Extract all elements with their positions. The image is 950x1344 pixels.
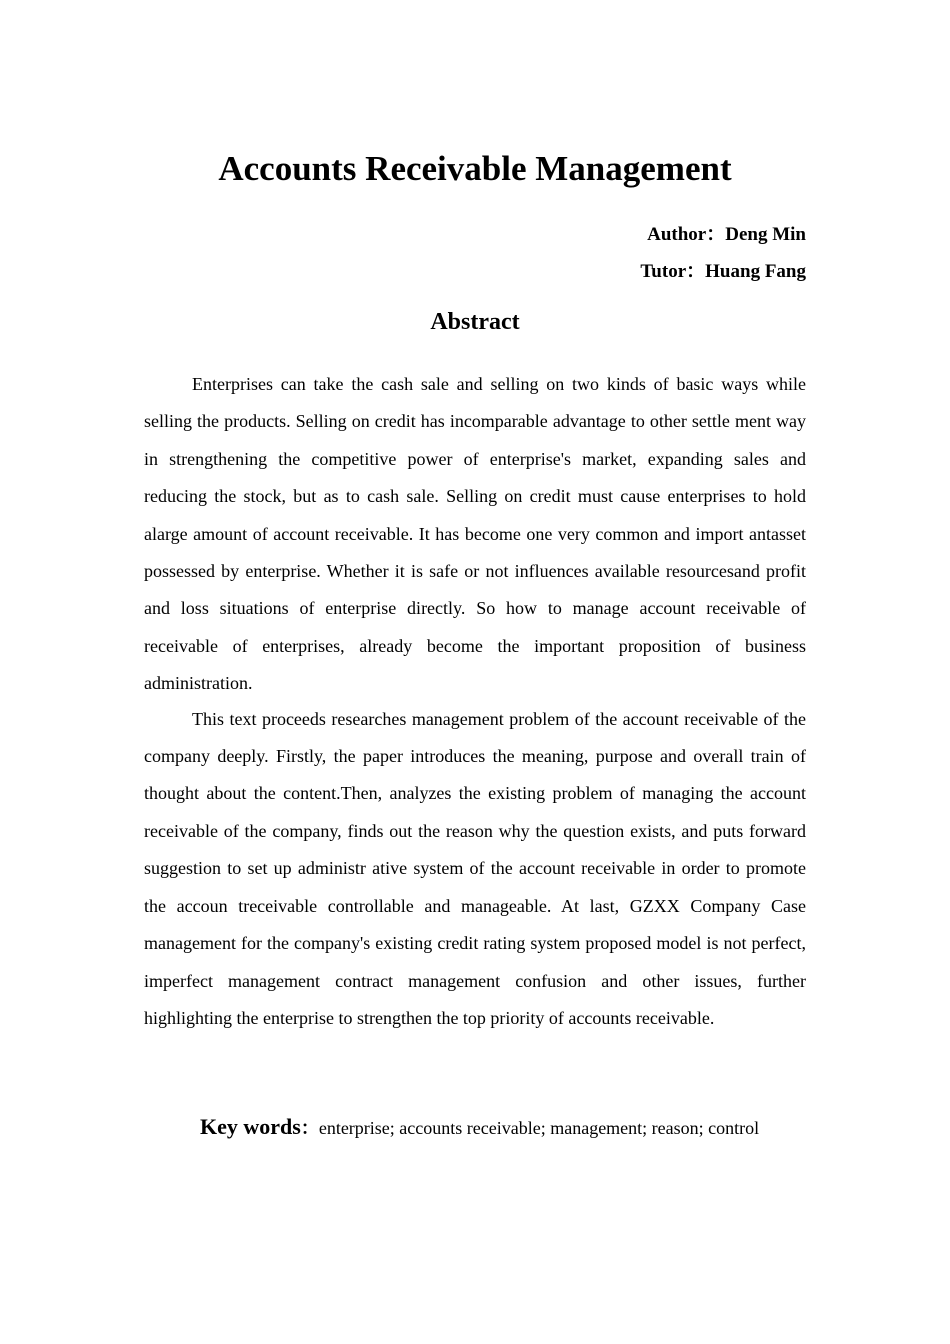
tutor-name: Huang Fang <box>705 261 806 282</box>
author-separator: ： <box>706 224 726 245</box>
tutor-separator: ： <box>686 261 706 282</box>
author-line <box>647 222 806 248</box>
tutor-line <box>640 259 806 285</box>
abstract-paragraph: This text proceeds researches management problem of the account receivable of the company deeply. Firstly, the paper introduces the meaning, purpose and overall train of thought about the content.Then, analyzes the existing problem of managing the account receivable of the company, finds out the reason why the question exists, and puts forward suggestion to set up administr ative system of the account receivable in order to promote the accoun treceivable controllable and manageable. At last, GZXX Company Case management for the company's existing credit rating system proposed model is not perfect, imperfect management contract management confusion and other issues, further highlighting the enterprise to strengthen the top priority of accounts receivable. <box>144 708 806 1028</box>
keywords-list: enterprise; accounts receivable; management; reason; control <box>318 1118 760 1138</box>
keywords-line <box>200 1111 820 1146</box>
keywords-separator: ： <box>300 1118 319 1138</box>
author-label: Author <box>647 224 707 245</box>
abstract-body <box>144 366 806 1037</box>
paper-title: Accounts Receivable Management <box>218 149 732 188</box>
abstract-paragraph: Enterprises can take the cash sale and selling on two kinds of basic ways while selling the products. Selling on credit has incomparable advantage to other settle ment way in strengthening the competitive power of enterprise's market, expanding sales and reducing the stock, but as to cash sale. Selling on credit must cause enterprises to hold alarge amount of account receivable. It has become one very common and import antasset possessed by enterprise. Whether it is safe or not influences available resourcesand profit and loss situations of enterprise directly. So how to manage account receivable of receivable of enterprises, already become the important proposition of business administration. <box>144 374 806 694</box>
keywords-label: Key words <box>200 1114 301 1139</box>
abstract-heading: Abstract <box>430 309 520 335</box>
author-name: Deng Min <box>725 224 806 245</box>
tutor-label: Tutor <box>640 261 687 282</box>
